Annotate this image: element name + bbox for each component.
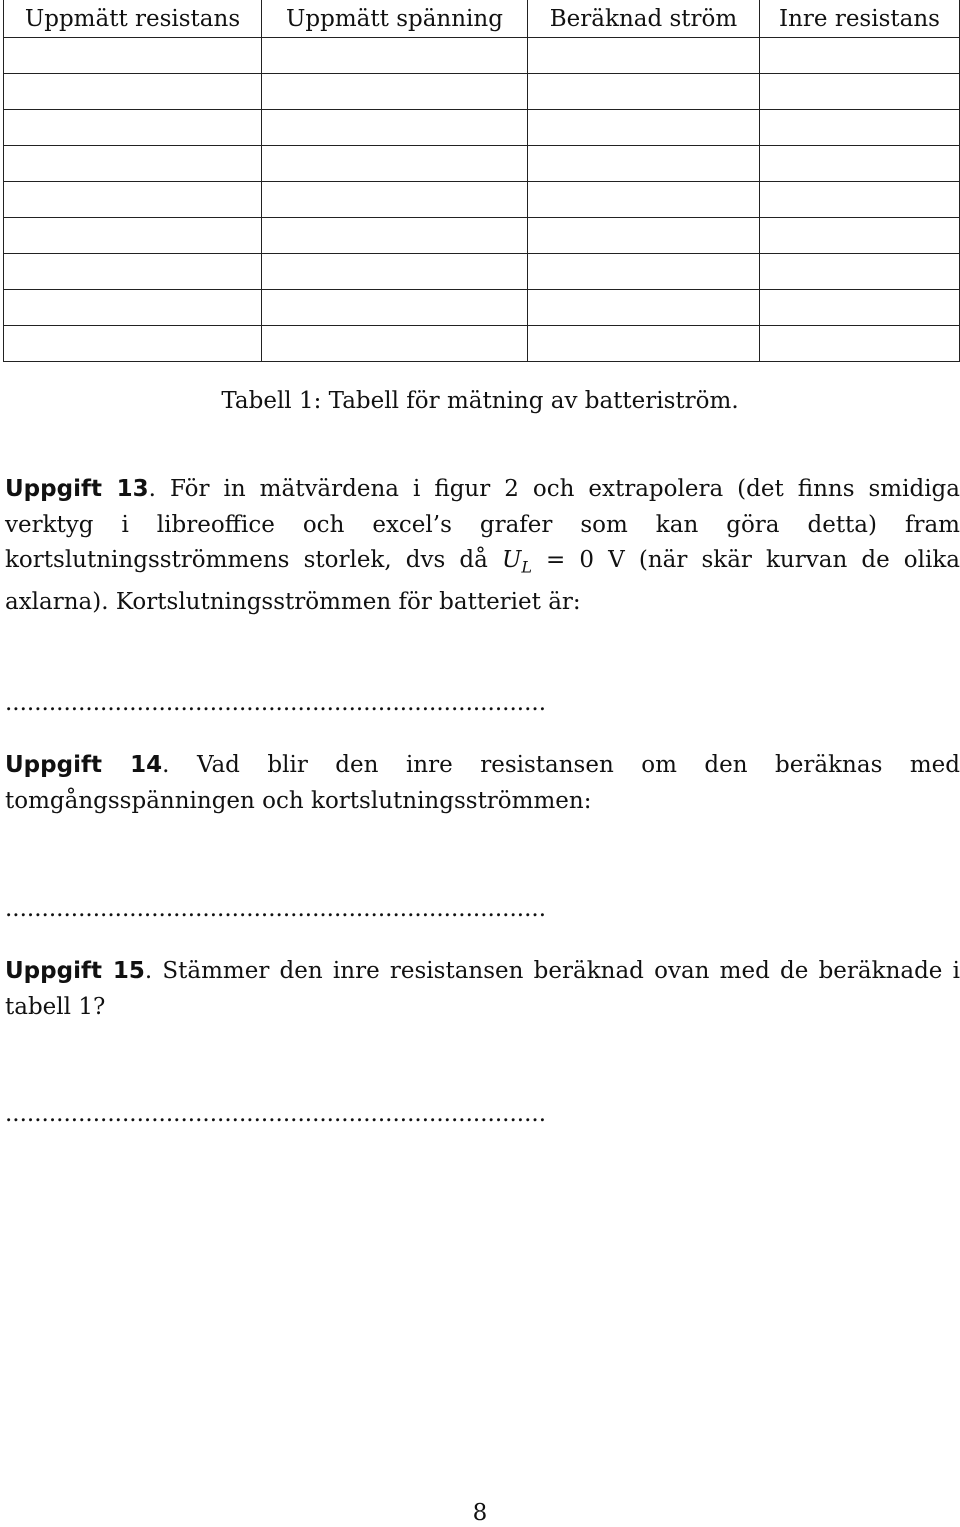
- table-cell[interactable]: [4, 218, 262, 254]
- task-13-text-end: (när skär kurvan de olika axlarna). Kortslutningsströmmen för batteriet är:: [5, 547, 960, 616]
- table-row: [4, 290, 960, 326]
- task-14: [5, 748, 960, 819]
- table-cell[interactable]: [262, 254, 528, 290]
- table-cell[interactable]: [262, 218, 528, 254]
- table-cell[interactable]: [760, 290, 960, 326]
- table-row: [4, 74, 960, 110]
- table-row: [4, 254, 960, 290]
- table-cell[interactable]: [4, 326, 262, 362]
- table-cell[interactable]: [760, 110, 960, 146]
- task-13: [5, 472, 960, 621]
- task-13-label: Uppgift 13: [5, 476, 149, 502]
- measurement-table: [3, 0, 960, 362]
- table-cell[interactable]: [4, 38, 262, 74]
- table-cell[interactable]: [760, 38, 960, 74]
- table-cell[interactable]: [760, 74, 960, 110]
- task-14-text: . Vad blir den inre resistansen om den beräknas med tomgångsspänningen och kortslutningsströmmen:: [5, 752, 960, 814]
- page-number: 8: [472, 1500, 488, 1526]
- table-cell[interactable]: [262, 110, 528, 146]
- task-14-label: Uppgift 14: [5, 752, 163, 778]
- task-13-text: . För in mätvärdena i figur 2 och extrapolera (det finns smidiga verktyg i libreoffice och excel’s grafer som kan göra detta) fram kortslutningsströmmens storlek, dvs då: [5, 476, 960, 573]
- table-cell[interactable]: [760, 254, 960, 290]
- table-row: [4, 38, 960, 74]
- table-row: [4, 218, 960, 254]
- table-cell[interactable]: [4, 110, 262, 146]
- task-15-label: Uppgift 15: [5, 958, 145, 984]
- math-subscript: L: [521, 557, 532, 577]
- task-15: [5, 954, 960, 1025]
- answer-line-14[interactable]: ..........................................................................: [5, 896, 547, 922]
- table-cell[interactable]: [4, 254, 262, 290]
- table-cell[interactable]: [528, 290, 760, 326]
- table-row: [4, 182, 960, 218]
- task-15-text: . Stämmer den inre resistansen beräknad ovan med de beräknade i tabell 1?: [5, 958, 960, 1020]
- answer-line-13[interactable]: ..........................................................................: [5, 690, 547, 716]
- table-cell[interactable]: [528, 254, 760, 290]
- table-cell[interactable]: [262, 326, 528, 362]
- math-variable: U: [501, 547, 522, 573]
- table-cell[interactable]: [760, 182, 960, 218]
- header-measured-resistance: Uppmätt resistans: [4, 0, 262, 38]
- table-cell[interactable]: [528, 146, 760, 182]
- table-cell[interactable]: [4, 182, 262, 218]
- table-cell[interactable]: [262, 38, 528, 74]
- table-cell[interactable]: [528, 74, 760, 110]
- table-header-row: [4, 0, 960, 38]
- header-internal-resistance: Inre resistans: [760, 0, 960, 38]
- table-cell[interactable]: [760, 326, 960, 362]
- table-cell[interactable]: [4, 290, 262, 326]
- table-row: [4, 146, 960, 182]
- table-row: [4, 110, 960, 146]
- table-cell[interactable]: [528, 326, 760, 362]
- table-cell[interactable]: [262, 146, 528, 182]
- table-row: [4, 326, 960, 362]
- table-cell[interactable]: [528, 182, 760, 218]
- table-cell[interactable]: [760, 146, 960, 182]
- table-cell[interactable]: [528, 38, 760, 74]
- table-cell[interactable]: [760, 218, 960, 254]
- table-caption: Tabell 1: Tabell för mätning av batteriström.: [221, 388, 739, 414]
- table-cell[interactable]: [262, 182, 528, 218]
- table-cell[interactable]: [528, 218, 760, 254]
- table-cell[interactable]: [528, 110, 760, 146]
- table-cell[interactable]: [262, 290, 528, 326]
- table-cell[interactable]: [4, 146, 262, 182]
- table-cell[interactable]: [4, 74, 262, 110]
- math-ul-expression: [501, 547, 625, 577]
- table-cell[interactable]: [262, 74, 528, 110]
- header-calculated-current: Beräknad ström: [528, 0, 760, 38]
- answer-line-15[interactable]: ..........................................................................: [5, 1101, 547, 1127]
- header-measured-voltage: Uppmätt spänning: [262, 0, 528, 38]
- math-value: = 0 V: [531, 547, 625, 573]
